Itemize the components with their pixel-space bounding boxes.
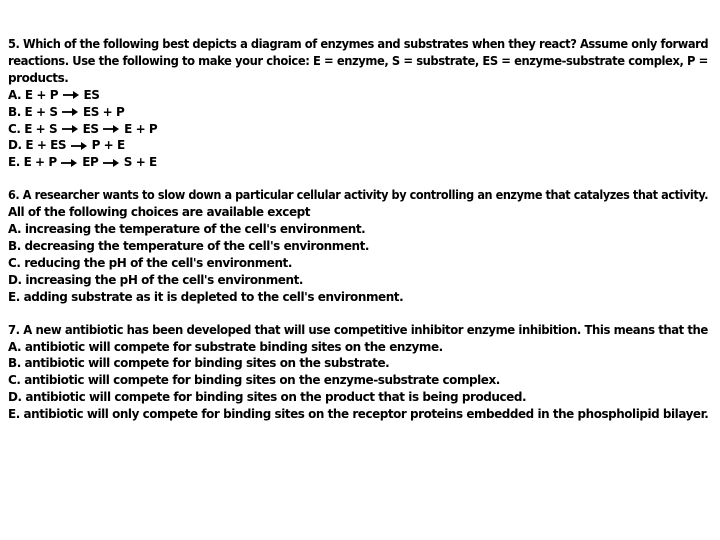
question-5-option-c — [8, 121, 708, 138]
question-5-option-a — [8, 87, 708, 104]
question-7 — [8, 322, 708, 423]
question-5-option-b — [8, 104, 708, 121]
option-a-products: ES — [83, 87, 100, 102]
question-5-stem-line-2: reactions. Use the following to make your choice: E = enzyme, S = substrate, ES = enzyme-substrate complex, P = — [8, 53, 708, 68]
question-7-option-c: C. antibiotic will compete for binding sites on the enzyme-substrate complex. — [8, 373, 500, 388]
option-b-products: ES + P — [83, 104, 125, 119]
right-arrow-icon — [62, 124, 78, 134]
question-6-option-d: D. increasing the pH of the cell's environment. — [8, 272, 303, 287]
right-arrow-icon — [63, 90, 79, 100]
option-c-reactants: C. E + S — [8, 121, 58, 136]
question-6-option-a: A. increasing the temperature of the cell's environment. — [8, 222, 366, 237]
question-6-option-c: C. reducing the pH of the cell's environment. — [8, 255, 292, 270]
question-7-option-d: D. antibiotic will compete for binding sites on the product that is being produced. — [8, 390, 527, 405]
question-7-stem-line-1: 7. A new antibiotic has been developed that will use competitive inhibitor enzyme inhibition. This means that the — [8, 322, 708, 337]
question-6-option-e: E. adding substrate as it is depleted to the cell's environment. — [8, 289, 404, 304]
option-c-intermediate: ES — [82, 121, 99, 136]
question-5-stem-line-1: 5. Which of the following best depicts a diagram of enzymes and substrates when they react? Assume only forward — [8, 37, 709, 51]
right-arrow-icon — [62, 107, 78, 117]
right-arrow-icon — [103, 124, 119, 134]
option-a-reactants: A. E + P — [8, 87, 59, 102]
right-arrow-icon — [61, 158, 77, 168]
question-6 — [8, 187, 708, 305]
question-7-option-e: E. antibiotic will only compete for binding sites on the receptor proteins embedded in the phospholipid bilayer. — [8, 407, 709, 422]
option-d-products: P + E — [91, 138, 125, 153]
question-6-stem-line-1: 6. A researcher wants to slow down a particular cellular activity by controlling an enzyme that catalyzes that activity. — [8, 188, 709, 203]
option-e-products: S + E — [123, 155, 157, 170]
question-5-stem-line-3: products. — [8, 70, 69, 85]
question-5 — [8, 36, 708, 171]
document-page — [8, 36, 708, 439]
option-d-reactants: D. E + ES — [8, 138, 67, 153]
right-arrow-icon — [103, 158, 119, 168]
option-e-reactants: E. E + P — [8, 155, 57, 170]
question-5-option-d — [8, 137, 708, 154]
option-c-products: E + P — [124, 121, 158, 136]
question-6-stem-line-2: All of the following choices are available except — [8, 205, 311, 220]
question-7-option-b: B. antibiotic will compete for binding sites on the substrate. — [8, 356, 390, 371]
option-b-reactants: B. E + S — [8, 104, 58, 119]
right-arrow-icon — [71, 141, 87, 151]
question-7-option-a: A. antibiotic will compete for substrate binding sites on the enzyme. — [8, 339, 443, 354]
option-e-intermediate: EP — [82, 155, 99, 170]
question-6-option-b: B. decreasing the temperature of the cell's environment. — [8, 238, 369, 253]
question-5-option-e — [8, 154, 708, 171]
